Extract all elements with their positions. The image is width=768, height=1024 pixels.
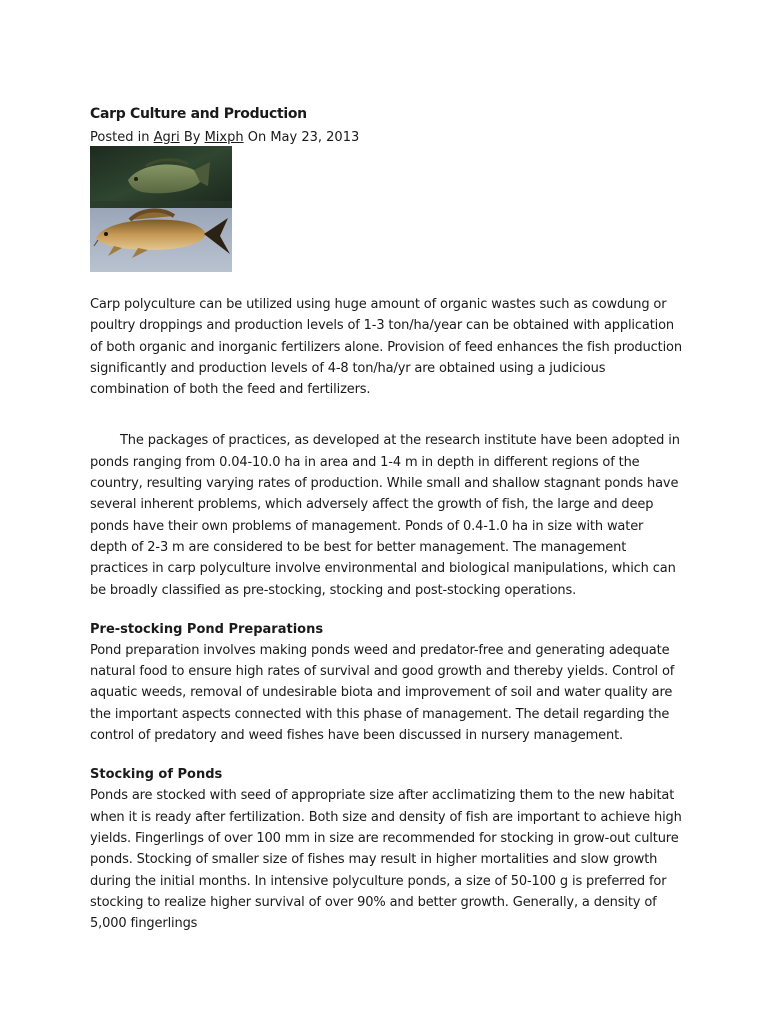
author-link[interactable]: Mixph [204,130,244,145]
fish-photo-carp-image [90,208,232,272]
meta-on: On [243,130,271,145]
practices-paragraph: The packages of practices, as developed at the research institute have been adopted in ponds ranging from 0.04-10.0 ha in area and 1-4 m in depth in different regions of the country, resulting varying rates of production. While small and shallow stagnant ponds have several inherent problems, which adversely affect the growth of fish, the large and deep ponds have their own problems of management. Ponds of 0.4-1.0 ha in size with water depth of 2-3 m are considered to be best for better management. The management practices in carp polyculture involve environmental and biological manipulations, which can be broadly classified as pre-stocking, stocking and post-stocking operations. [90,433,680,598]
post-date: May 23, 2013 [270,130,360,145]
meta-prefix: Posted in [90,130,154,145]
article-meta [90,130,684,146]
fish-photos [90,146,232,272]
section-heading-pre-stocking: Pre-stocking Pond Preparations [90,621,324,637]
section-text-pre-stocking: Pond preparation involves making ponds weed and predator-free and generating adequate natural food to ensure high rates of survival and good growth and thereby yields. Control of aquatic weeds, removal of undesirable biota and improvement of soil and water quality are the important aspects connected with this phase of management. The detail regarding the control of predatory and weed fishes have been discussed in nursery management. [90,642,675,744]
article [90,104,684,934]
section-heading-stocking: Stocking of Ponds [90,767,223,783]
fish-photo-tilapia-image [90,146,232,208]
meta-by: By [179,130,205,145]
section-text-stocking: Ponds are stocked with seed of appropriate size after acclimatizing them to the new habitat when it is ready after fertilization. Both size and density of fish are important to achieve high yields. Fingerlings of over 100 mm in size are recommended for stocking in grow-out culture ponds. Stocking of smaller size of fishes may result in higher mortalities and slow growth during the initial months. In intensive polyculture ponds, a size of 50-100 g is preferred for stocking to realize higher survival of over 90% and better growth. Generally, a density of 5,000 fingerlings [90,788,682,932]
intro-paragraph: Carp polyculture can be utilized using huge amount of organic wastes such as cowdung or poultry droppings and production levels of 1-3 ton/ha/year can be obtained with application of both organic and inorganic fertilizers alone. Provision of feed enhances the fish production significantly and production levels of 4-8 ton/ha/yr are obtained using a judicious combination of both the feed and fertilizers. [90,297,682,398]
category-link[interactable]: Agri [153,130,180,145]
article-title: Carp Culture and Production [90,106,307,122]
